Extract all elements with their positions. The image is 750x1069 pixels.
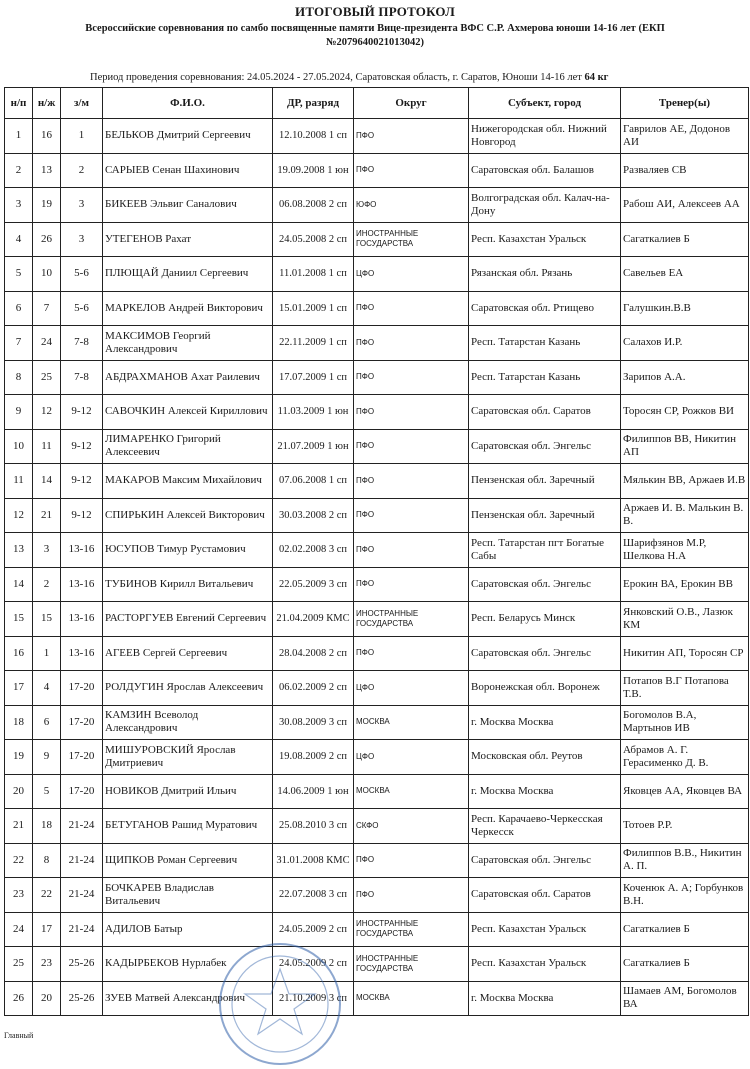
cell-coach: Салахов И.Р. <box>621 326 749 361</box>
cell-np: 20 <box>5 774 33 809</box>
cell-okrug: ПФО <box>354 533 469 568</box>
table-row <box>5 981 749 1016</box>
cell-coach: Шарифзянов М.Р, Шелкова Н.А <box>621 533 749 568</box>
cell-name: СПИРЬКИН Алексей Викторович <box>103 498 273 533</box>
cell-np: 25 <box>5 947 33 982</box>
cell-name: САРЫЕВ Сенан Шахинович <box>103 153 273 188</box>
cell-dob: 22.07.2008 3 сп <box>273 878 354 913</box>
cell-nz: 18 <box>33 809 61 844</box>
cell-okrug: ЮФО <box>354 188 469 223</box>
cell-name: АГЕЕВ Сергей Сергеевич <box>103 636 273 671</box>
cell-place: 21-24 <box>61 843 103 878</box>
cell-dob: 22.05.2009 3 сп <box>273 567 354 602</box>
cell-place: 13-16 <box>61 602 103 637</box>
cell-place: 9-12 <box>61 498 103 533</box>
cell-nz: 7 <box>33 291 61 326</box>
cell-dob: 21.07.2009 1 юн <box>273 429 354 464</box>
cell-coach: Богомолов В.А, Мартынов ИВ <box>621 705 749 740</box>
cell-coach: Тотоев Р.Р. <box>621 809 749 844</box>
table-row <box>5 912 749 947</box>
cell-place: 21-24 <box>61 878 103 913</box>
cell-place: 2 <box>61 153 103 188</box>
cell-subject: г. Москва Москва <box>469 705 621 740</box>
cell-np: 15 <box>5 602 33 637</box>
table-row <box>5 878 749 913</box>
cell-np: 10 <box>5 429 33 464</box>
cell-place: 9-12 <box>61 395 103 430</box>
col-name: Ф.И.О. <box>103 88 273 119</box>
cell-okrug: ЦФО <box>354 257 469 292</box>
table-row <box>5 291 749 326</box>
cell-place: 7-8 <box>61 326 103 361</box>
cell-name: НОВИКОВ Дмитрий Ильич <box>103 774 273 809</box>
cell-nz: 26 <box>33 222 61 257</box>
col-nz: н/ж <box>33 88 61 119</box>
cell-coach: Торосян СР, Рожков ВИ <box>621 395 749 430</box>
document-subtitle: Всероссийские соревнования по самбо посвященные памяти Вице-президента ВФС С.Р. Ахмерова юноши 14-16 лет (ЕКП №2079640021013042) <box>85 23 665 48</box>
cell-nz: 6 <box>33 705 61 740</box>
cell-dob: 06.02.2009 2 сп <box>273 671 354 706</box>
cell-np: 5 <box>5 257 33 292</box>
cell-okrug: ИНОСТРАННЫЕ ГОСУДАРСТВА <box>354 222 469 257</box>
table-row <box>5 188 749 223</box>
cell-name: КАДЫРБЕКОВ Нурлабек <box>103 947 273 982</box>
cell-place: 3 <box>61 188 103 223</box>
cell-okrug: ПФО <box>354 360 469 395</box>
cell-subject: Респ. Казахстан Уральск <box>469 912 621 947</box>
cell-name: БЕЛЬКОВ Дмитрий Сергеевич <box>103 119 273 154</box>
cell-name: БОЧКАРЕВ Владислав Витальевич <box>103 878 273 913</box>
cell-dob: 25.08.2010 3 сп <box>273 809 354 844</box>
table-row <box>5 567 749 602</box>
cell-coach: Шамаев АМ, Богомолов ВА <box>621 981 749 1016</box>
document-title: ИТОГОВЫЙ ПРОТОКОЛ <box>295 4 455 19</box>
table-row <box>5 947 749 982</box>
cell-name: ЛИМАРЕНКО Григорий Алексеевич <box>103 429 273 464</box>
cell-okrug: ПФО <box>354 153 469 188</box>
cell-name: БИКЕЕВ Эльвиг Саналович <box>103 188 273 223</box>
cell-subject: Респ. Казахстан Уральск <box>469 947 621 982</box>
col-np: н/п <box>5 88 33 119</box>
cell-nz: 3 <box>33 533 61 568</box>
table-row <box>5 326 749 361</box>
cell-name: АДИЛОВ Батыр <box>103 912 273 947</box>
cell-subject: Респ. Казахстан Уральск <box>469 222 621 257</box>
cell-np: 26 <box>5 981 33 1016</box>
table-row <box>5 498 749 533</box>
cell-coach: Филиппов ВВ, Никитин АП <box>621 429 749 464</box>
cell-np: 19 <box>5 740 33 775</box>
cell-name: ЩИПКОВ Роман Сергеевич <box>103 843 273 878</box>
cell-okrug: ПФО <box>354 395 469 430</box>
cell-okrug: ПФО <box>354 636 469 671</box>
cell-subject: Респ. Беларусь Минск <box>469 602 621 637</box>
cell-subject: Респ. Карачаево-Черкесская Черкесск <box>469 809 621 844</box>
cell-name: МАКАРОВ Максим Михайлович <box>103 464 273 499</box>
cell-dob: 21.10.2009 3 сп <box>273 981 354 1016</box>
cell-okrug: ПФО <box>354 464 469 499</box>
table-row <box>5 395 749 430</box>
cell-name: ЗУЕВ Матвей Александрович <box>103 981 273 1016</box>
cell-coach: Аржаев И. В. Малькин В. В. <box>621 498 749 533</box>
cell-np: 22 <box>5 843 33 878</box>
cell-okrug: ПФО <box>354 498 469 533</box>
cell-np: 21 <box>5 809 33 844</box>
cell-nz: 2 <box>33 567 61 602</box>
table-row <box>5 360 749 395</box>
cell-nz: 4 <box>33 671 61 706</box>
cell-coach: Ерокин ВА, Ерокин ВВ <box>621 567 749 602</box>
cell-coach: Абрамов А. Г. Герасименко Д. В. <box>621 740 749 775</box>
cell-dob: 19.09.2008 1 юн <box>273 153 354 188</box>
table-row <box>5 774 749 809</box>
cell-np: 8 <box>5 360 33 395</box>
cell-nz: 8 <box>33 843 61 878</box>
cell-subject: г. Москва Москва <box>469 774 621 809</box>
cell-np: 4 <box>5 222 33 257</box>
cell-place: 3 <box>61 222 103 257</box>
cell-name: МАРКЕЛОВ Андрей Викторович <box>103 291 273 326</box>
table-row <box>5 257 749 292</box>
cell-np: 11 <box>5 464 33 499</box>
cell-name: МИШУРОВСКИЙ Ярослав Дмитриевич <box>103 740 273 775</box>
cell-coach: Сагаткалиев Б <box>621 947 749 982</box>
cell-okrug: ПФО <box>354 119 469 154</box>
cell-dob: 30.08.2009 3 сп <box>273 705 354 740</box>
cell-place: 21-24 <box>61 912 103 947</box>
cell-nz: 10 <box>33 257 61 292</box>
cell-name: БЕТУГАНОВ Рашид Муратович <box>103 809 273 844</box>
cell-name: ПЛЮЩАЙ Даниил Сергеевич <box>103 257 273 292</box>
cell-okrug: ИНОСТРАННЫЕ ГОСУДАРСТВА <box>354 912 469 947</box>
cell-subject: Воронежская обл. Воронеж <box>469 671 621 706</box>
cell-nz: 22 <box>33 878 61 913</box>
cell-coach: Зарипов А.А. <box>621 360 749 395</box>
table-row <box>5 222 749 257</box>
table-row <box>5 429 749 464</box>
cell-dob: 11.01.2008 1 сп <box>273 257 354 292</box>
cell-subject: Саратовская обл. Энгельс <box>469 843 621 878</box>
cell-coach: Потапов В.Г Потапова Т.В. <box>621 671 749 706</box>
table-row <box>5 705 749 740</box>
cell-np: 23 <box>5 878 33 913</box>
cell-dob: 21.04.2009 КМС <box>273 602 354 637</box>
table-row <box>5 636 749 671</box>
cell-okrug: ПФО <box>354 429 469 464</box>
cell-dob: 11.03.2009 1 юн <box>273 395 354 430</box>
cell-np: 12 <box>5 498 33 533</box>
cell-np: 13 <box>5 533 33 568</box>
cell-coach: Разваляев СВ <box>621 153 749 188</box>
cell-nz: 23 <box>33 947 61 982</box>
cell-subject: Саратовская обл. Энгельс <box>469 429 621 464</box>
cell-subject: Саратовская обл. Ртищево <box>469 291 621 326</box>
cell-okrug: ЦФО <box>354 740 469 775</box>
cell-okrug: ПФО <box>354 567 469 602</box>
footer-text: Главный <box>4 1031 34 1040</box>
cell-subject: Саратовская обл. Энгельс <box>469 567 621 602</box>
period-text: Период проведения соревнования: 24.05.2024 - 27.05.2024, Саратовская область, г. Саратов, Юноши 14-16 лет <box>90 72 582 83</box>
cell-dob: 14.06.2009 1 юн <box>273 774 354 809</box>
cell-place: 21-24 <box>61 809 103 844</box>
cell-place: 17-20 <box>61 671 103 706</box>
cell-np: 18 <box>5 705 33 740</box>
results-table <box>4 87 749 1016</box>
col-okrug: Округ <box>354 88 469 119</box>
cell-coach: Мялькин ВВ, Аржаев И.В <box>621 464 749 499</box>
cell-name: МАКСИМОВ Георгий Александрович <box>103 326 273 361</box>
cell-subject: Респ. Татарстан Казань <box>469 360 621 395</box>
cell-place: 25-26 <box>61 947 103 982</box>
cell-nz: 21 <box>33 498 61 533</box>
cell-subject: Рязанская обл. Рязань <box>469 257 621 292</box>
cell-coach: Янковский О.В., Лазюк КМ <box>621 602 749 637</box>
cell-coach: Яковцев АА, Яковцев ВА <box>621 774 749 809</box>
cell-dob: 17.07.2009 1 сп <box>273 360 354 395</box>
cell-nz: 25 <box>33 360 61 395</box>
cell-okrug: МОСКВА <box>354 705 469 740</box>
cell-nz: 17 <box>33 912 61 947</box>
cell-subject: Пензенская обл. Заречный <box>469 498 621 533</box>
cell-okrug: МОСКВА <box>354 981 469 1016</box>
table-row <box>5 533 749 568</box>
cell-dob: 28.04.2008 2 сп <box>273 636 354 671</box>
cell-subject: Пензенская обл. Заречный <box>469 464 621 499</box>
cell-name: УТЕГЕНОВ Рахат <box>103 222 273 257</box>
cell-np: 3 <box>5 188 33 223</box>
cell-coach: Рабош АИ, Алексеев АА <box>621 188 749 223</box>
cell-name: ТУБИНОВ Кирилл Витальевич <box>103 567 273 602</box>
cell-subject: Московская обл. Реутов <box>469 740 621 775</box>
cell-subject: Саратовская обл. Энгельс <box>469 636 621 671</box>
col-dob: ДР, разряд <box>273 88 354 119</box>
cell-subject: Волгоградская обл. Калач-на-Дону <box>469 188 621 223</box>
period-line <box>90 72 608 83</box>
cell-name: САВОЧКИН Алексей Кириллович <box>103 395 273 430</box>
cell-np: 6 <box>5 291 33 326</box>
cell-dob: 06.08.2008 2 сп <box>273 188 354 223</box>
col-coach: Тренер(ы) <box>621 88 749 119</box>
cell-dob: 24.05.2009 2 сп <box>273 912 354 947</box>
cell-nz: 1 <box>33 636 61 671</box>
cell-okrug: СКФО <box>354 809 469 844</box>
cell-okrug: ИНОСТРАННЫЕ ГОСУДАРСТВА <box>354 602 469 637</box>
cell-nz: 16 <box>33 119 61 154</box>
cell-okrug: ПФО <box>354 878 469 913</box>
cell-place: 13-16 <box>61 636 103 671</box>
cell-subject: Саратовская обл. Саратов <box>469 878 621 913</box>
cell-np: 9 <box>5 395 33 430</box>
cell-dob: 19.08.2009 2 сп <box>273 740 354 775</box>
col-place: з/м <box>61 88 103 119</box>
cell-nz: 24 <box>33 326 61 361</box>
cell-place: 5-6 <box>61 291 103 326</box>
cell-nz: 15 <box>33 602 61 637</box>
cell-coach: Галушкин.В.В <box>621 291 749 326</box>
cell-okrug: ПФО <box>354 291 469 326</box>
cell-dob: 31.01.2008 КМС <box>273 843 354 878</box>
cell-dob: 24.05.2009 2 сп <box>273 947 354 982</box>
cell-dob: 12.10.2008 1 сп <box>273 119 354 154</box>
weight-category: 64 кг <box>584 72 609 83</box>
cell-np: 1 <box>5 119 33 154</box>
cell-np: 2 <box>5 153 33 188</box>
cell-place: 5-6 <box>61 257 103 292</box>
cell-np: 16 <box>5 636 33 671</box>
table-row <box>5 464 749 499</box>
cell-place: 17-20 <box>61 705 103 740</box>
cell-name: КАМЗИН Всеволод Александрович <box>103 705 273 740</box>
cell-subject: Респ. Татарстан пгт Богатые Сабы <box>469 533 621 568</box>
cell-name: РАСТОРГУЕВ Евгений Сергеевич <box>103 602 273 637</box>
cell-okrug: ПФО <box>354 326 469 361</box>
header-row <box>5 88 749 119</box>
cell-place: 17-20 <box>61 740 103 775</box>
cell-coach: Никитин АП, Торосян СР <box>621 636 749 671</box>
cell-coach: Савельев ЕА <box>621 257 749 292</box>
cell-coach: Гаврилов АЕ, Додонов АИ <box>621 119 749 154</box>
cell-nz: 20 <box>33 981 61 1016</box>
col-subject: Субъект, город <box>469 88 621 119</box>
cell-place: 9-12 <box>61 429 103 464</box>
table-row <box>5 843 749 878</box>
cell-dob: 22.11.2009 1 сп <box>273 326 354 361</box>
cell-place: 1 <box>61 119 103 154</box>
table-row <box>5 119 749 154</box>
table-row <box>5 153 749 188</box>
table-row <box>5 740 749 775</box>
cell-okrug: ИНОСТРАННЫЕ ГОСУДАРСТВА <box>354 947 469 982</box>
cell-name: ЮСУПОВ Тимур Рустамович <box>103 533 273 568</box>
cell-nz: 19 <box>33 188 61 223</box>
cell-place: 13-16 <box>61 567 103 602</box>
cell-place: 7-8 <box>61 360 103 395</box>
cell-np: 17 <box>5 671 33 706</box>
cell-name: АБДРАХМАНОВ Ахат Раилевич <box>103 360 273 395</box>
table-row <box>5 809 749 844</box>
cell-nz: 5 <box>33 774 61 809</box>
cell-nz: 14 <box>33 464 61 499</box>
cell-dob: 02.02.2008 3 сп <box>273 533 354 568</box>
cell-coach: Сагаткалиев Б <box>621 222 749 257</box>
cell-coach: Сагаткалиев Б <box>621 912 749 947</box>
cell-subject: Саратовская обл. Балашов <box>469 153 621 188</box>
cell-okrug: ЦФО <box>354 671 469 706</box>
cell-dob: 30.03.2008 2 сп <box>273 498 354 533</box>
cell-okrug: ПФО <box>354 843 469 878</box>
cell-subject: г. Москва Москва <box>469 981 621 1016</box>
cell-dob: 15.01.2009 1 сп <box>273 291 354 326</box>
table-row <box>5 671 749 706</box>
cell-subject: Саратовская обл. Саратов <box>469 395 621 430</box>
cell-place: 13-16 <box>61 533 103 568</box>
cell-np: 24 <box>5 912 33 947</box>
cell-np: 7 <box>5 326 33 361</box>
cell-nz: 12 <box>33 395 61 430</box>
cell-coach: Филиппов В.В., Никитин А. П. <box>621 843 749 878</box>
table-row <box>5 602 749 637</box>
cell-dob: 07.06.2008 1 сп <box>273 464 354 499</box>
cell-place: 17-20 <box>61 774 103 809</box>
cell-dob: 24.05.2008 2 сп <box>273 222 354 257</box>
cell-name: РОЛДУГИН Ярослав Алексеевич <box>103 671 273 706</box>
cell-okrug: МОСКВА <box>354 774 469 809</box>
cell-np: 14 <box>5 567 33 602</box>
cell-nz: 9 <box>33 740 61 775</box>
cell-place: 25-26 <box>61 981 103 1016</box>
cell-place: 9-12 <box>61 464 103 499</box>
cell-nz: 13 <box>33 153 61 188</box>
cell-nz: 11 <box>33 429 61 464</box>
cell-coach: Коченюк А. А; Горбунков В.Н. <box>621 878 749 913</box>
cell-subject: Респ. Татарстан Казань <box>469 326 621 361</box>
cell-subject: Нижегородская обл. Нижний Новгород <box>469 119 621 154</box>
